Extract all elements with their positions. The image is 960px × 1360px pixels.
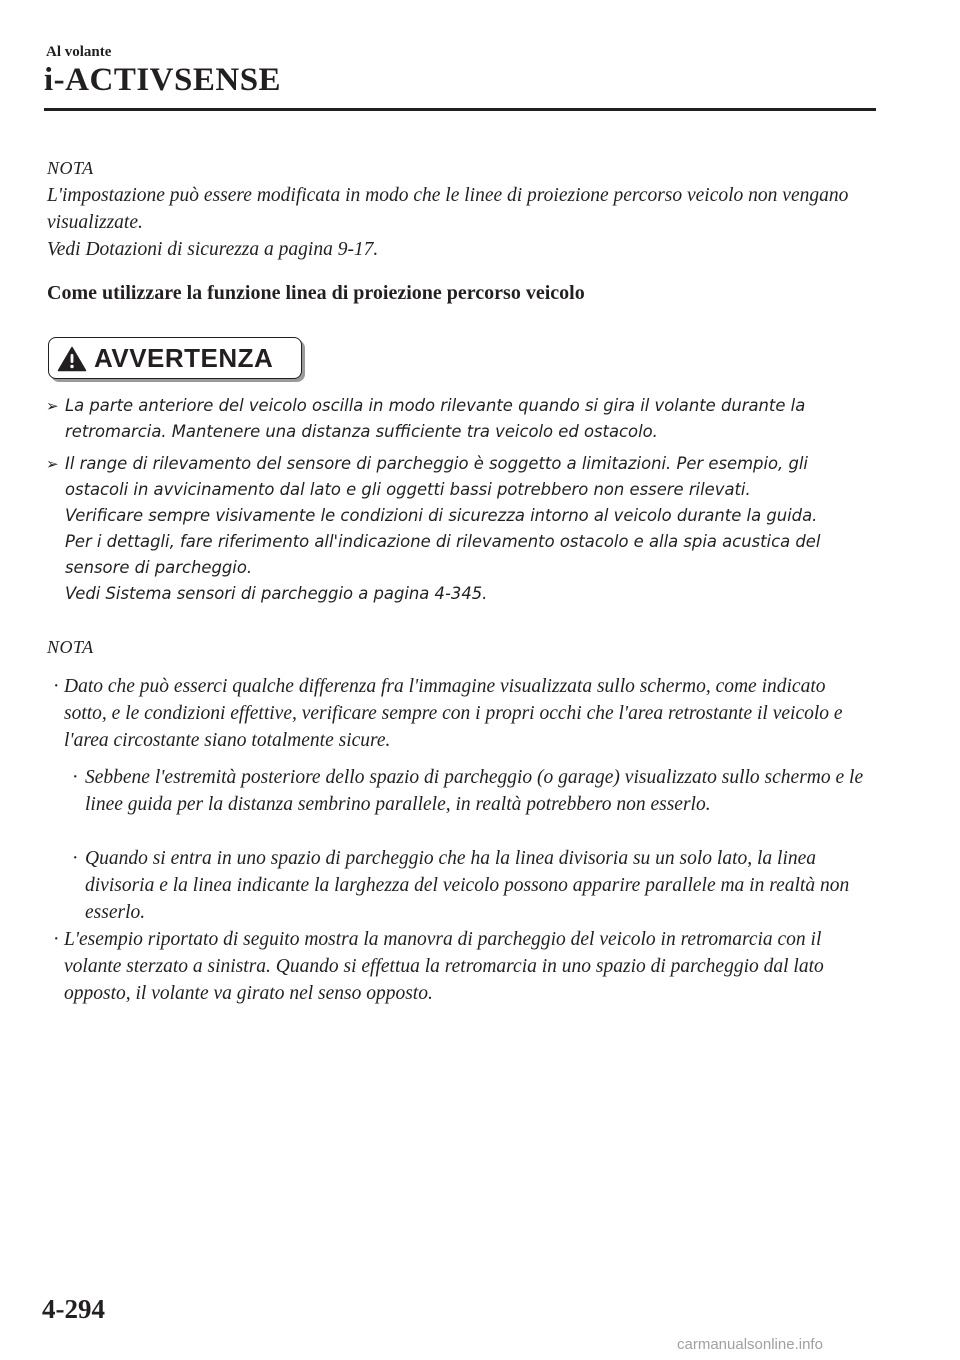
page-number: 4-294 [42, 1294, 105, 1324]
note-sub-bullet [72, 845, 877, 926]
header-divider [44, 108, 876, 111]
dot-bullet-icon: · [53, 676, 60, 697]
warning-item-line: Verificare sempre visivamente le condizioni di sicurezza intorno al veicolo durante la guida. [65, 506, 818, 525]
warning-item-text [46, 451, 876, 607]
note-bullet-text: Sebbene l'estremità posteriore dello spazio di parcheggio (o garage) visualizzato sullo schermo e le linee guida per la distanza sembrino parallele, in realtà potrebbero non esserlo. [85, 767, 864, 815]
arrow-bullet-icon: ➢ [46, 455, 59, 473]
note-text [47, 182, 867, 263]
dot-bullet-icon: · [72, 848, 79, 869]
note-label: NOTA [47, 158, 94, 178]
warning-item-line: Il range di rilevamento del sensore di parcheggio è soggetto a limitazioni. Per esempio, gli ostacoli in avvicinamento dal lato e gli oggetti bassi potrebbero non essere rilevati. [65, 454, 808, 499]
note-bullet-text: Quando si entra in uno spazio di parcheggio che ha la linea divisoria su un solo lato, la linea divisoria e la linea indicante la larghezza del veicolo possono apparire parallele ma in realtà non esserlo. [85, 848, 850, 923]
warning-item-text: La parte anteriore del veicolo oscilla in modo rilevante quando si gira il volante durante la retromarcia. Mantenere una distanza sufficiente tra veicolo ed ostacolo. [65, 396, 806, 441]
dot-bullet-icon: · [72, 767, 79, 788]
note-bullet [53, 673, 873, 754]
warning-item [46, 451, 876, 607]
warning-item [46, 393, 876, 445]
arrow-bullet-icon: ➢ [46, 397, 59, 415]
note-reference: Vedi Dotazioni di sicurezza a pagina 9-17. [47, 239, 379, 260]
warning-item-line: Per i dettagli, fare riferimento all'indicazione di rilevamento ostacolo e alla spia acustica del sensore di parcheggio. [65, 532, 821, 577]
chapter-title: i-ACTIVSENSE [44, 62, 282, 98]
note-bullet-text: Dato che può esserci qualche differenza fra l'immagine visualizzata sullo schermo, come indicato sotto, e le condizioni effettive, verificare sempre con i propri occhi che l'area retrostante il veicolo e l'area circostante siano totalmente sicure. [64, 676, 843, 751]
dot-bullet-icon: · [53, 929, 60, 950]
warning-title: AVVERTENZA [94, 343, 274, 373]
watermark-text: carmanualsonline.info [677, 1336, 823, 1353]
note-label: NOTA [47, 637, 94, 657]
note-text-body: L'impostazione può essere modificata in modo che le linee di proiezione percorso veicolo non vengano visualizzate. [47, 185, 849, 233]
warning-item-reference: Vedi Sistema sensori di parcheggio a pagina 4-345. [65, 584, 488, 603]
warning-triangle-icon [57, 346, 87, 372]
warning-box [48, 337, 302, 379]
note-bullet [53, 926, 873, 1007]
section-label: Al volante [46, 44, 112, 60]
note-sub-bullet [72, 764, 877, 818]
section-subheading: Come utilizzare la funzione linea di proiezione percorso veicolo [47, 282, 585, 304]
note-bullet-text: L'esempio riportato di seguito mostra la manovra di parcheggio del veicolo in retromarcia con il volante sterzato a sinistra. Quando si effettua la retromarcia in uno spazio di parcheggio dal lato opposto, il volante va girato nel senso opposto. [64, 929, 824, 1004]
